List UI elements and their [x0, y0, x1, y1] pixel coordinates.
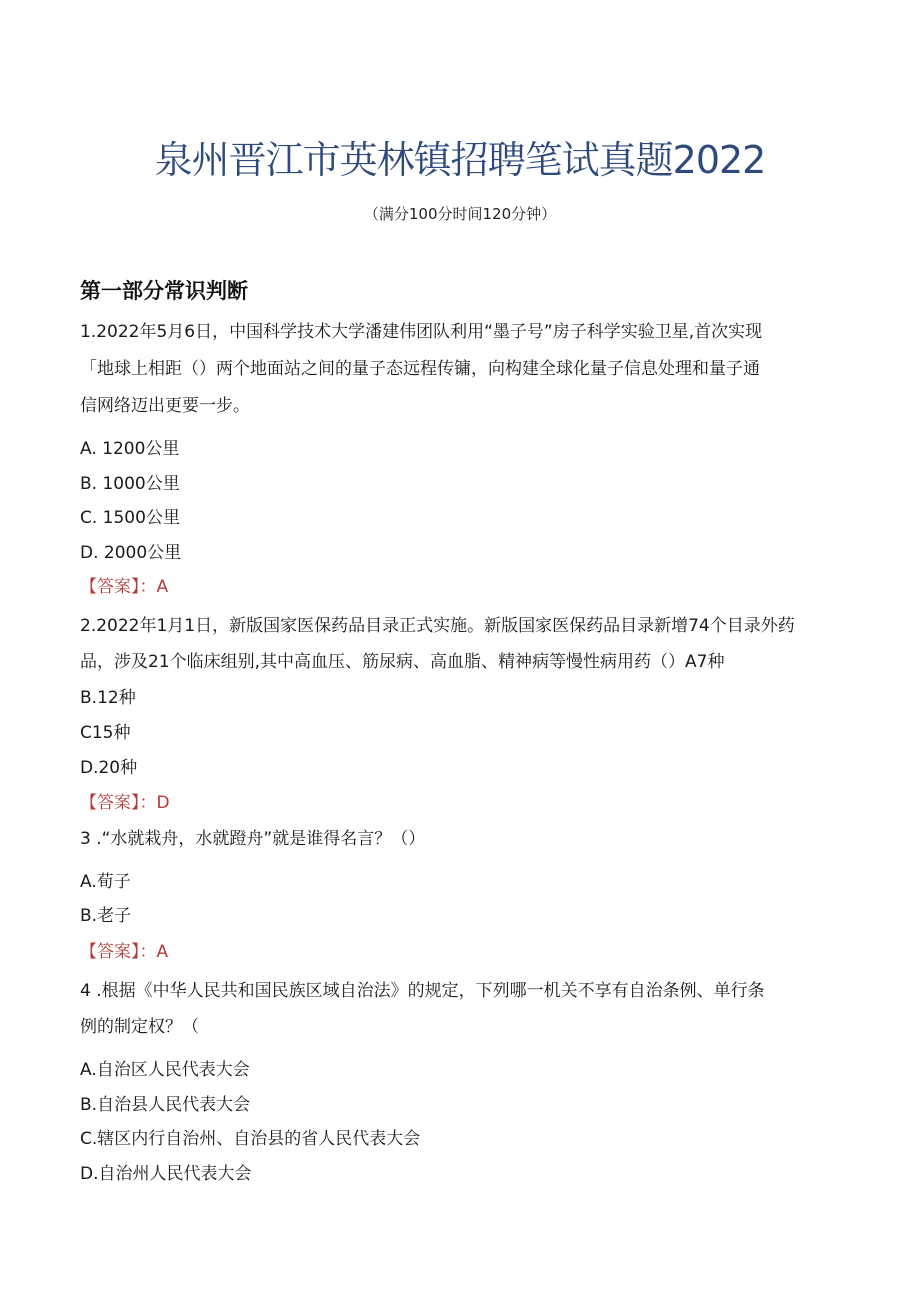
question-3-answer: 【答案】：A — [80, 942, 169, 962]
question-3-option-a: A.荀子 — [80, 872, 131, 892]
question-2-text-line-2: 品，涉及21个临床组别,其中高血压、筋尿病、高血脂、精神病等慢性病用药（）A7种 — [80, 652, 725, 672]
question-4-text-line-1: 4 .根据《中华人民共和国民族区域自治法》的规定，下列哪一机关不享有自治条例、单行条 — [80, 981, 765, 1001]
question-1-text-line-1: 1.2022年5月6日，中国科学技术大学潘建伟团队利用“墨子号”房子科学实验卫星,首次实现 — [80, 322, 763, 342]
question-4-option-d: D.自治州人民代表大会 — [80, 1164, 252, 1184]
question-2-text-line-1: 2.2022年1月1日，新版国家医保药品目录正式实施。新版国家医保药品目录新增74个目录外药 — [80, 616, 795, 636]
question-3-option-b: B.老子 — [80, 906, 132, 926]
page-subtitle: （满分100分时间120分钟） — [363, 205, 557, 223]
section-title: 第一部分常识判断 — [80, 279, 248, 303]
question-2-option-d: D.20种 — [80, 758, 138, 778]
question-2-option-b: B.12种 — [80, 688, 136, 708]
page-title: 泉州晋江市英林镇招聘笔试真题2022 — [154, 138, 766, 182]
question-4-text-line-2: 例的制定权？（ — [80, 1017, 199, 1037]
question-4-option-a: A.自治区人民代表大会 — [80, 1060, 250, 1080]
question-1-text-line-2: 「地球上相距（）两个地面站之间的量子态远程传镛，向构建全球化量子信息处理和量子通 — [80, 359, 760, 379]
question-4-option-b: B.自治县人民代表大会 — [80, 1095, 251, 1115]
question-2-option-c: C15种 — [80, 723, 131, 743]
question-1-option-d: D. 2000公里 — [80, 543, 182, 563]
question-1-text-line-3: 信网络迈出更要一步。 — [80, 396, 250, 416]
question-1-option-c: C. 1500公里 — [80, 508, 180, 528]
question-2-answer: 【答案】：D — [80, 793, 170, 813]
question-1-option-b: B. 1000公里 — [80, 474, 180, 494]
question-1-answer: 【答案】：A — [80, 577, 169, 597]
question-3-text-line-1: 3 .“水就栽舟，水就蹬舟”就是谁得名言？（） — [80, 829, 426, 849]
question-1-option-a: A. 1200公里 — [80, 439, 180, 459]
question-4-option-c: C.辖区内行自治州、自治县的省人民代表大会 — [80, 1129, 421, 1149]
